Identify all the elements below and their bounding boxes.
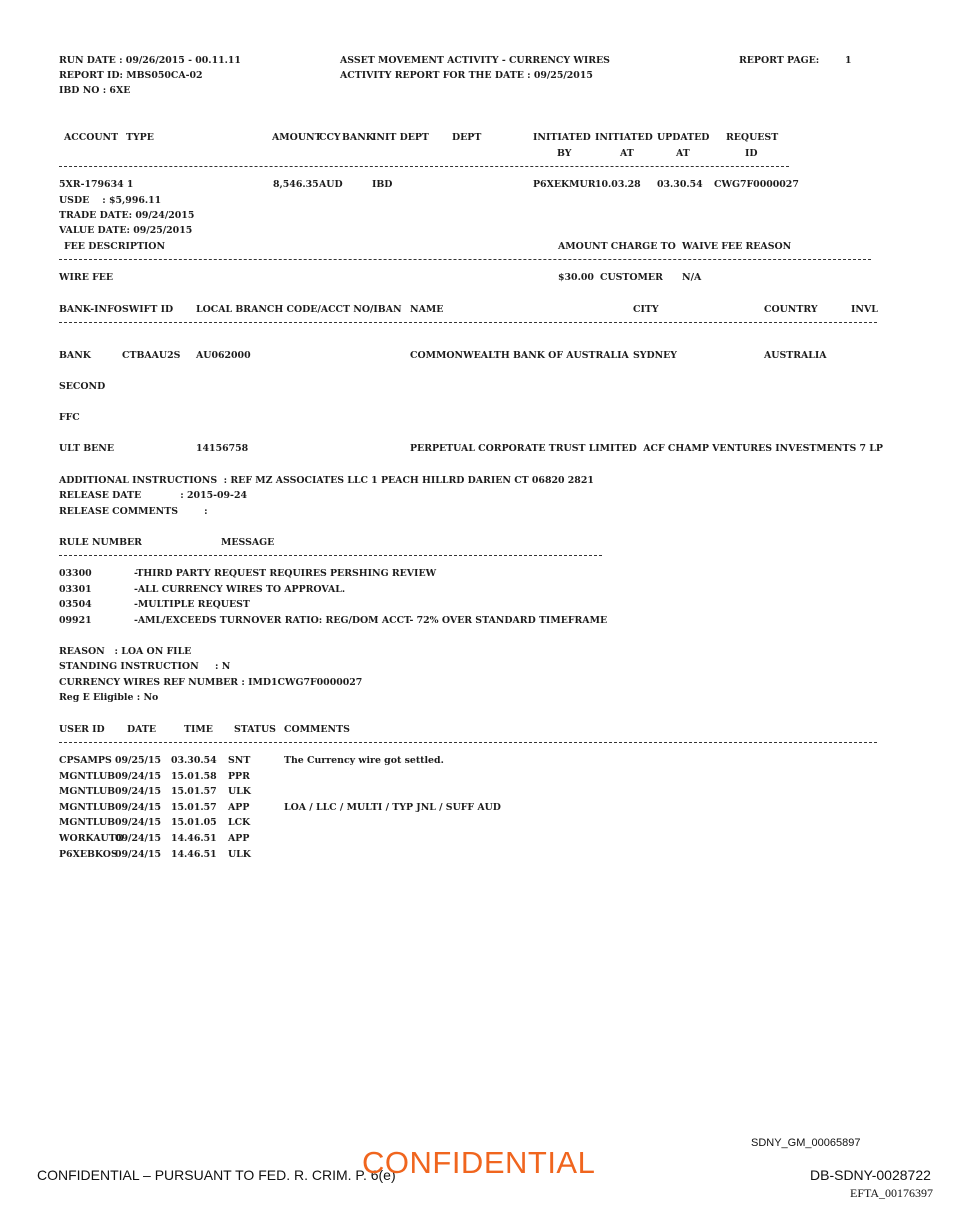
col-initiated-at: INITIATED <box>595 132 653 143</box>
history-user: MGNTLUB <box>59 786 116 798</box>
col-updated-at-2: AT <box>676 148 690 159</box>
divider <box>59 555 602 556</box>
history-time: 14.46.51 <box>171 833 217 844</box>
sdny-gm-number: SDNY_GM_00065897 <box>751 1137 861 1149</box>
record-init-dept: IBD <box>372 179 393 190</box>
reason: REASON : LOA ON FILE <box>59 646 192 657</box>
col-request-id: REQUEST <box>726 132 779 143</box>
rule-number: 03300 <box>59 568 92 579</box>
col-account: ACCOUNT <box>64 132 119 143</box>
rule-message: -THIRD PARTY REQUEST REQUIRES PERSHING REVIEW <box>134 568 437 579</box>
standing-instruction: STANDING INSTRUCTION : N <box>59 661 231 672</box>
confidential-notice: CONFIDENTIAL – PURSUANT TO FED. R. CRIM. P. 6(e) <box>37 1167 396 1183</box>
col-init-dept: INIT DEPT <box>372 132 429 143</box>
history-time: 15.01.57 <box>171 786 217 798</box>
release-comments: RELEASE COMMENTS : <box>59 506 208 517</box>
history-status: PPR <box>228 770 250 782</box>
history-user: WORKAUTO <box>59 833 124 844</box>
bank-row-label: ULT BENE <box>59 443 115 454</box>
history-status: ULK <box>228 848 251 860</box>
history-status: LCK <box>228 817 251 829</box>
rule-message: -AML/EXCEEDS TURNOVER RATIO: REG/DOM ACCT- 72% OVER STANDARD TIMEFRAME <box>134 615 608 626</box>
bank-header-invl: INVL <box>851 304 878 315</box>
col-type: TYPE <box>126 132 154 143</box>
col-bank: BANK <box>342 132 374 143</box>
bank-row-name: PERPETUAL CORPORATE TRUST LIMITED ACF CHAMP VENTURES INVESTMENTS 7 LP <box>410 443 883 454</box>
col-updated-at: UPDATED <box>657 132 710 143</box>
history-status: APP <box>228 833 250 844</box>
col-initiated-by-2: BY <box>557 148 572 159</box>
rule-number: 09921 <box>59 615 92 626</box>
fee-amount: $30.00 <box>558 272 594 283</box>
fee-header-amount: AMOUNT CHARGE TO <box>558 241 676 252</box>
fee-header-description: FEE DESCRIPTION <box>64 241 166 252</box>
record-trade-date: TRADE DATE: 09/24/2015 <box>59 210 195 221</box>
bank-header-swift: SWIFT ID <box>122 304 174 315</box>
history-status: APP <box>228 801 250 813</box>
record-initiated-by: P6XEKMUR <box>533 179 596 190</box>
col-ccy: CCY <box>319 132 341 143</box>
bank-header-country: COUNTRY <box>764 304 818 315</box>
activity-date: ACTIVITY REPORT FOR THE DATE : 09/25/2015 <box>340 70 593 81</box>
divider <box>59 322 877 323</box>
bank-row-label: FFC <box>59 412 80 423</box>
bank-header-local: LOCAL BRANCH CODE/ACCT NO/IBAN <box>196 304 402 315</box>
reg-e-eligible: Reg E Eligible : No <box>59 692 159 703</box>
report-id: REPORT ID: MBS050CA-02 <box>59 70 203 81</box>
history-user: P6XEBKOS <box>59 848 118 860</box>
bank-header-city: CITY <box>633 304 659 315</box>
history-header-user: USER ID <box>59 724 105 735</box>
history-time: 15.01.58 <box>171 770 217 782</box>
bank-row-local: AU062000 <box>196 350 251 361</box>
rule-header-number: RULE NUMBER <box>59 537 142 548</box>
release-date: RELEASE DATE : 2015-09-24 <box>59 490 247 501</box>
history-comment: LOA / LLC / MULTI / TYP JNL / SUFF AUD <box>284 801 501 813</box>
history-user: MGNTLUB <box>59 801 116 813</box>
efta-number: EFTA_00176397 <box>850 1186 934 1200</box>
ibd-number: IBD NO : 6XE <box>59 85 131 96</box>
history-status: ULK <box>228 786 251 798</box>
fee-description: WIRE FEE <box>59 272 114 283</box>
fee-waive: N/A <box>682 272 702 283</box>
divider <box>59 742 877 743</box>
record-request-id: CWG7F0000027 <box>714 179 799 190</box>
history-header-status: STATUS <box>234 724 276 735</box>
report-title: ASSET MOVEMENT ACTIVITY - CURRENCY WIRES <box>340 55 610 66</box>
col-amount: AMOUNT <box>272 132 322 143</box>
additional-instructions: ADDITIONAL INSTRUCTIONS : REF MZ ASSOCIATES LLC 1 PEACH HILLRD DARIEN CT 06820 2821 <box>59 475 594 486</box>
history-time: 14.46.51 <box>171 848 217 860</box>
bank-row-city: SYDNEY <box>633 350 678 361</box>
history-header-time: TIME <box>184 724 213 735</box>
report-page-label: REPORT PAGE: <box>739 55 820 66</box>
history-user: MGNTLUB <box>59 817 116 829</box>
rule-number: 03504 <box>59 599 92 610</box>
history-header-comments: COMMENTS <box>284 724 350 735</box>
fee-charge-to: CUSTOMER <box>600 272 663 283</box>
rule-message: -ALL CURRENCY WIRES TO APPROVAL. <box>134 584 346 595</box>
bank-row-country: AUSTRALIA <box>764 350 827 361</box>
record-updated-at: 03.30.54 <box>657 179 703 190</box>
col-request-id-2: ID <box>745 148 758 159</box>
history-status: SNT <box>228 755 251 766</box>
bank-row-local: 14156758 <box>196 443 249 454</box>
bank-row-name: COMMONWEALTH BANK OF AUSTRALIA <box>410 350 629 361</box>
history-date: 09/24/15 <box>115 817 161 829</box>
bank-row-label: SECOND <box>59 381 106 392</box>
record-usde: USDE : $5,996.11 <box>59 195 162 206</box>
divider <box>59 166 789 167</box>
history-time: 03.30.54 <box>171 755 217 766</box>
confidential-stamp: CONFIDENTIAL <box>362 1145 596 1180</box>
record-initiated-at: 10.03.28 <box>595 179 641 190</box>
report-page-number: 1 <box>845 55 852 66</box>
col-initiated-at-2: AT <box>620 148 634 159</box>
col-dept: DEPT <box>452 132 482 143</box>
history-user: MGNTLUB <box>59 770 116 782</box>
bank-header-name: NAME <box>410 304 444 315</box>
fee-header-waive: WAIVE FEE REASON <box>682 241 792 252</box>
rule-number: 03301 <box>59 584 92 595</box>
col-initiated-by: INITIATED <box>533 132 591 143</box>
history-date: 09/24/15 <box>115 833 161 844</box>
run-date: RUN DATE : 09/26/2015 - 00.11.11 <box>59 55 241 66</box>
bank-row-swift: CTBAAU2S <box>122 350 181 361</box>
record-amount: 8,546.35 <box>273 179 319 190</box>
history-date: 09/25/15 <box>115 755 161 766</box>
history-date: 09/24/15 <box>115 848 161 860</box>
record-ccy: AUD <box>319 179 343 190</box>
db-sdny-number: DB-SDNY-0028722 <box>810 1167 931 1183</box>
history-header-date: DATE <box>127 724 157 735</box>
history-comment: The Currency wire got settled. <box>284 755 444 766</box>
history-date: 09/24/15 <box>115 801 161 813</box>
bank-header-bankinfo: BANK-INFO <box>59 304 122 315</box>
divider <box>59 259 871 260</box>
history-time: 15.01.57 <box>171 801 217 813</box>
history-user: CPSAMPS <box>59 755 112 766</box>
rule-message: -MULTIPLE REQUEST <box>134 599 250 610</box>
record-value-date: VALUE DATE: 09/25/2015 <box>59 225 193 236</box>
history-date: 09/24/15 <box>115 786 161 798</box>
history-time: 15.01.05 <box>171 817 217 829</box>
rule-header-message: MESSAGE <box>221 537 275 548</box>
record-account: 5XR-179634 1 <box>59 179 134 190</box>
bank-row-label: BANK <box>59 350 91 361</box>
history-date: 09/24/15 <box>115 770 161 782</box>
currency-wires-ref: CURRENCY WIRES REF NUMBER : IMD1CWG7F0000027 <box>59 677 363 688</box>
